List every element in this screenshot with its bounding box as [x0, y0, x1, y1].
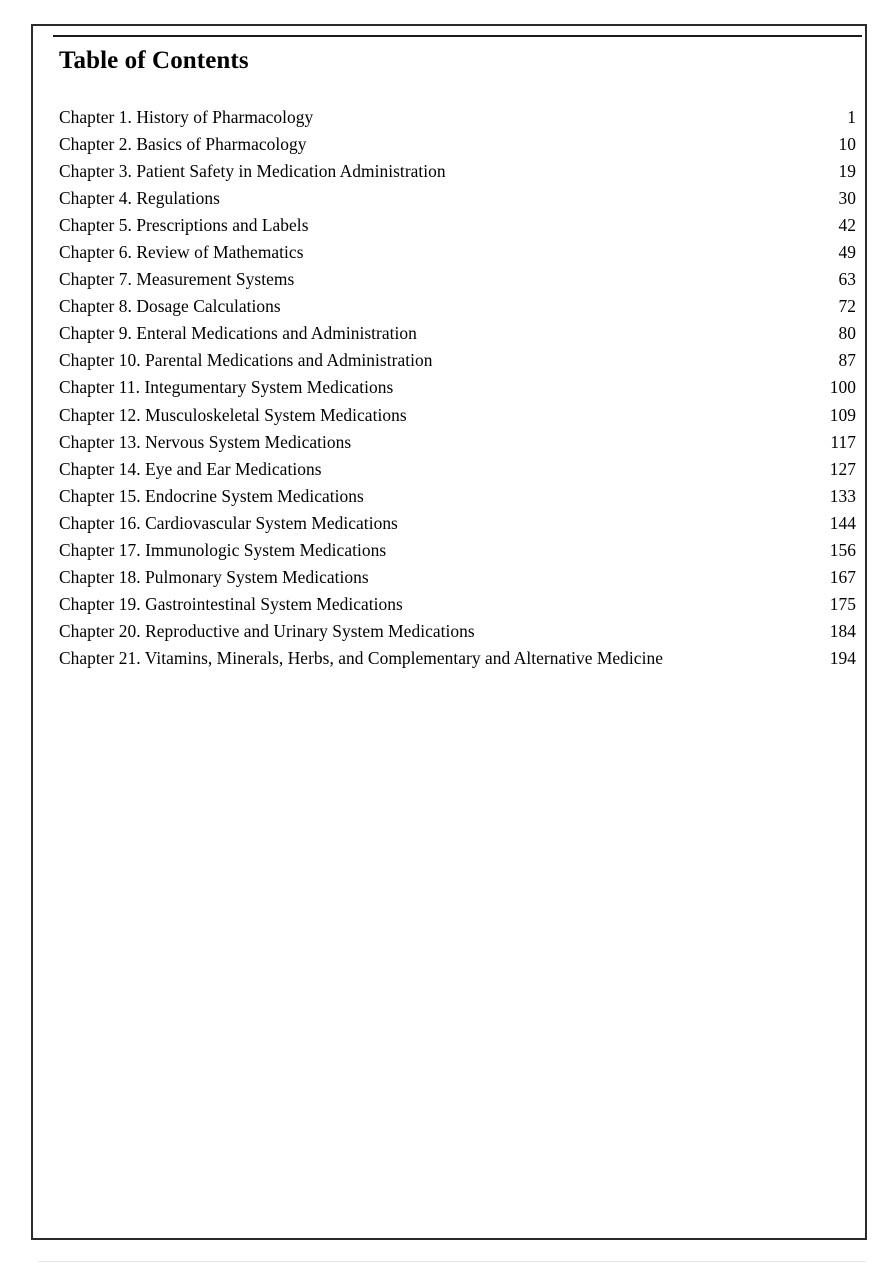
toc-entry-title: Chapter 10. Parental Medications and Administration — [59, 350, 433, 371]
toc-entry-title: Chapter 8. Dosage Calculations — [59, 296, 281, 317]
toc-entry[interactable] — [59, 185, 856, 212]
toc-entry[interactable] — [59, 537, 856, 564]
toc-entry[interactable] — [59, 320, 856, 347]
toc-entry-title: Chapter 9. Enteral Medications and Administration — [59, 323, 417, 344]
page-content-area — [33, 26, 865, 1238]
page-title: Table of Contents — [59, 47, 249, 74]
toc-entry-page-number: 87 — [838, 350, 856, 371]
toc-entry[interactable] — [59, 645, 856, 672]
toc-entry-page-number: 80 — [838, 323, 856, 344]
toc-entry-title: Chapter 2. Basics of Pharmacology — [59, 133, 307, 154]
toc-entry-title: Chapter 5. Prescriptions and Labels — [59, 214, 309, 235]
toc-entry[interactable] — [59, 456, 856, 483]
toc-entry-title: Chapter 19. Gastrointestinal System Medications — [59, 594, 403, 615]
toc-entry-title: Chapter 4. Regulations — [59, 187, 220, 208]
toc-entry[interactable] — [59, 212, 856, 239]
toc-entry-page-number: 184 — [829, 621, 856, 642]
toc-entry[interactable] — [59, 104, 856, 131]
toc-entry-title: Chapter 18. Pulmonary System Medications — [59, 567, 369, 588]
toc-entry-title: Chapter 21. Vitamins, Minerals, Herbs, and Complementary and Alternative Medicine — [59, 648, 663, 669]
toc-entry-page-number: 156 — [829, 540, 856, 560]
toc-entry[interactable] — [59, 429, 856, 456]
toc-entry[interactable] — [59, 266, 856, 293]
toc-entry[interactable] — [59, 239, 856, 266]
toc-entry-page-number: 144 — [829, 512, 856, 533]
header-rule — [53, 35, 862, 37]
toc-entry-page-number: 72 — [838, 296, 856, 317]
toc-entry-page-number: 100 — [829, 377, 856, 398]
toc-entry-title: Chapter 7. Measurement Systems — [59, 269, 295, 290]
toc-entry[interactable] — [59, 510, 856, 537]
toc-entry-page-number: 109 — [829, 404, 856, 425]
toc-entry[interactable] — [59, 564, 856, 591]
toc-entry-page-number: 175 — [829, 594, 856, 615]
toc-entry[interactable] — [59, 374, 856, 401]
toc-entry-title: Chapter 16. Cardiovascular System Medications — [59, 512, 398, 533]
toc-entry-page-number: 49 — [838, 241, 856, 262]
toc-entry-title: Chapter 13. Nervous System Medications — [59, 431, 352, 452]
toc-entry-page-number: 194 — [829, 648, 856, 669]
toc-entry-title: Chapter 1. History of Pharmacology — [59, 106, 314, 127]
toc-entry[interactable] — [59, 131, 856, 158]
toc-entry-title: Chapter 17. Immunologic System Medications — [59, 540, 387, 560]
toc-entry-title: Chapter 20. Reproductive and Urinary System Medications — [59, 621, 475, 642]
toc-entry-title: Chapter 6. Review of Mathematics — [59, 241, 304, 262]
toc-entry-title: Chapter 15. Endocrine System Medications — [59, 485, 364, 506]
toc-entry[interactable] — [59, 158, 856, 185]
next-page-edge — [38, 1261, 866, 1262]
toc-entry-page-number: 117 — [830, 431, 856, 452]
toc-entry-title: Chapter 12. Musculoskeletal System Medications — [59, 404, 407, 425]
toc-entry-page-number: 167 — [829, 567, 856, 588]
toc-entry-page-number: 30 — [838, 187, 856, 208]
toc-entry-page-number: 1 — [847, 106, 856, 127]
toc-entry-page-number: 63 — [838, 269, 856, 290]
toc-entry[interactable] — [59, 293, 856, 320]
toc-entry-page-number: 19 — [838, 160, 856, 181]
toc-entry-page-number: 42 — [838, 214, 856, 235]
toc-entry[interactable] — [59, 347, 856, 374]
toc-entry[interactable] — [59, 591, 856, 618]
toc-entry-page-number: 127 — [829, 458, 856, 479]
toc-entry[interactable] — [59, 483, 856, 510]
toc-entry-page-number: 10 — [838, 133, 856, 154]
toc-entry-page-number: 133 — [829, 485, 856, 506]
toc-entry[interactable] — [59, 402, 856, 429]
document-page — [31, 24, 867, 1240]
toc-entry-title: Chapter 11. Integumentary System Medications — [59, 377, 394, 398]
table-of-contents-list — [59, 104, 856, 673]
toc-entry[interactable] — [59, 618, 856, 645]
toc-entry-title: Chapter 14. Eye and Ear Medications — [59, 458, 322, 479]
toc-entry-title: Chapter 3. Patient Safety in Medication Administration — [59, 160, 446, 181]
